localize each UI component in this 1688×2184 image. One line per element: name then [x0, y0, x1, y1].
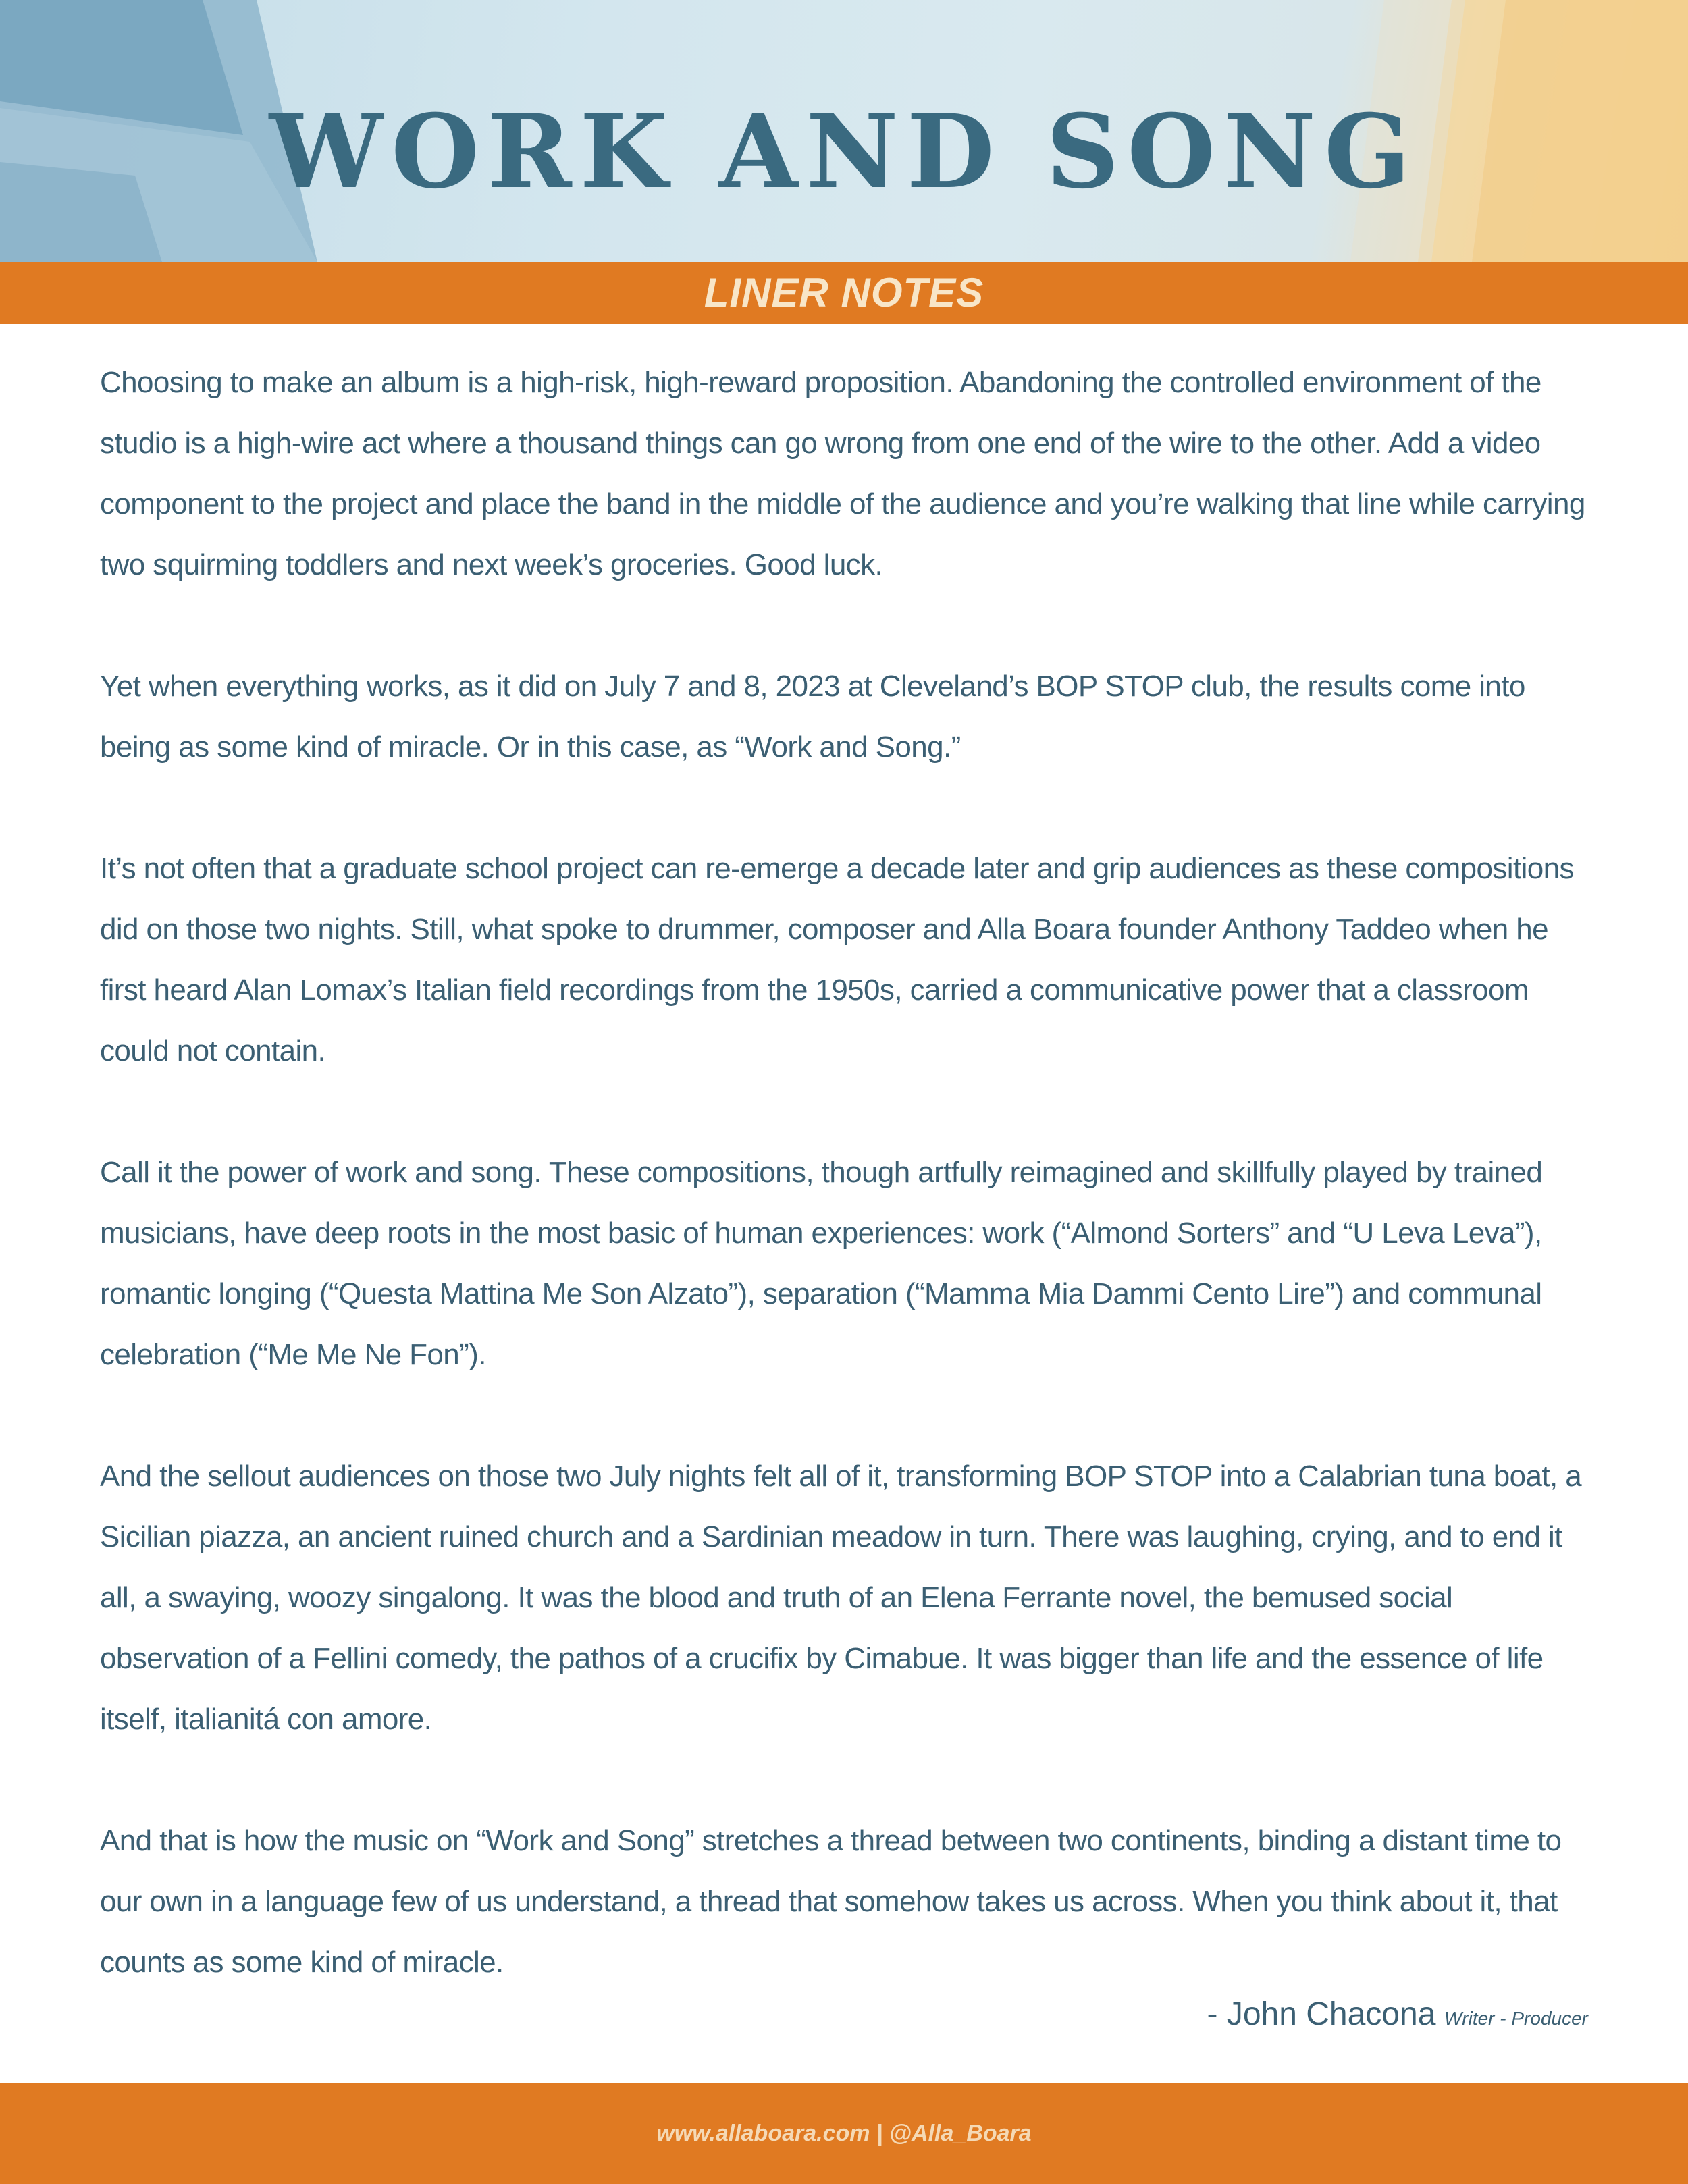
paragraph: Call it the power of work and song. These compositions, though artfully reimagined and skillfully played by trained musicians, have deep roots in the most basic of human experiences: work (“Almond Sorters” and “U Leva Leva”), romantic longing (“Questa Mattina Me Son Alzato”), separation (“Mamma Mia Dammi Cento Lire”) and communal celebration (“Me Me Ne Fon”).: [100, 1156, 1543, 1371]
paragraph: And the sellout audiences on those two July nights felt all of it, transforming BOP STOP into a Calabrian tuna boat, a Sicilian piazza, an ancient ruined church and a Sardinian meadow in turn. There was laughing, crying, and to end it all, a swaying, woozy singalong. It was the blood and truth of an Elena Ferrante novel, the bemused social observation of a Fellini comedy, the pathos of a crucifix by Cimabue. It was bigger than life and the essence of life itself, italianitá con amore.: [100, 1460, 1582, 1736]
author-role: Writer - Producer: [1444, 2008, 1588, 2029]
liner-notes-body: [100, 352, 1592, 1993]
section-label: LINER NOTES: [704, 270, 984, 315]
author-name: - John Chacona: [1207, 1996, 1436, 2032]
album-title: WORK AND SONG: [269, 92, 1419, 211]
author-signature: [1207, 1996, 1589, 2033]
paragraph: Choosing to make an album is a high-risk, high-reward proposition. Abandoning the controlled environment of the studio is a high-wire act where a thousand things can go wrong from one end of the wire to the other. Add a video component to the project and place the band in the middle of the audience and you’re walking that line while carrying two squirming toddlers and next week’s groceries. Good luck.: [100, 366, 1585, 581]
paragraph: It’s not often that a graduate school project can re-emerge a decade later and grip audiences as these compositions did on those two nights. Still, what spoke to drummer, composer and Alla Boara founder Anthony Taddeo when he first heard Alan Lomax’s Italian field recordings from the 1950s, carried a communicative power that a classroom could not contain.: [100, 852, 1574, 1067]
footer-band: [0, 2083, 1688, 2184]
footer-contact: www.allaboara.com | @Alla_Boara: [656, 2121, 1032, 2146]
section-band: [0, 262, 1688, 324]
paragraph: And that is how the music on “Work and Song” stretches a thread between two continents, binding a distant time to our own in a language few of us understand, a thread that somehow takes us across. When you think about it, that counts as some kind of miracle.: [100, 1824, 1562, 1979]
header-banner: [0, 0, 1688, 262]
paragraph: Yet when everything works, as it did on July 7 and 8, 2023 at Cleveland’s BOP STOP club, the results come into being as some kind of miracle. Or in this case, as “Work and Song.”: [100, 670, 1525, 764]
